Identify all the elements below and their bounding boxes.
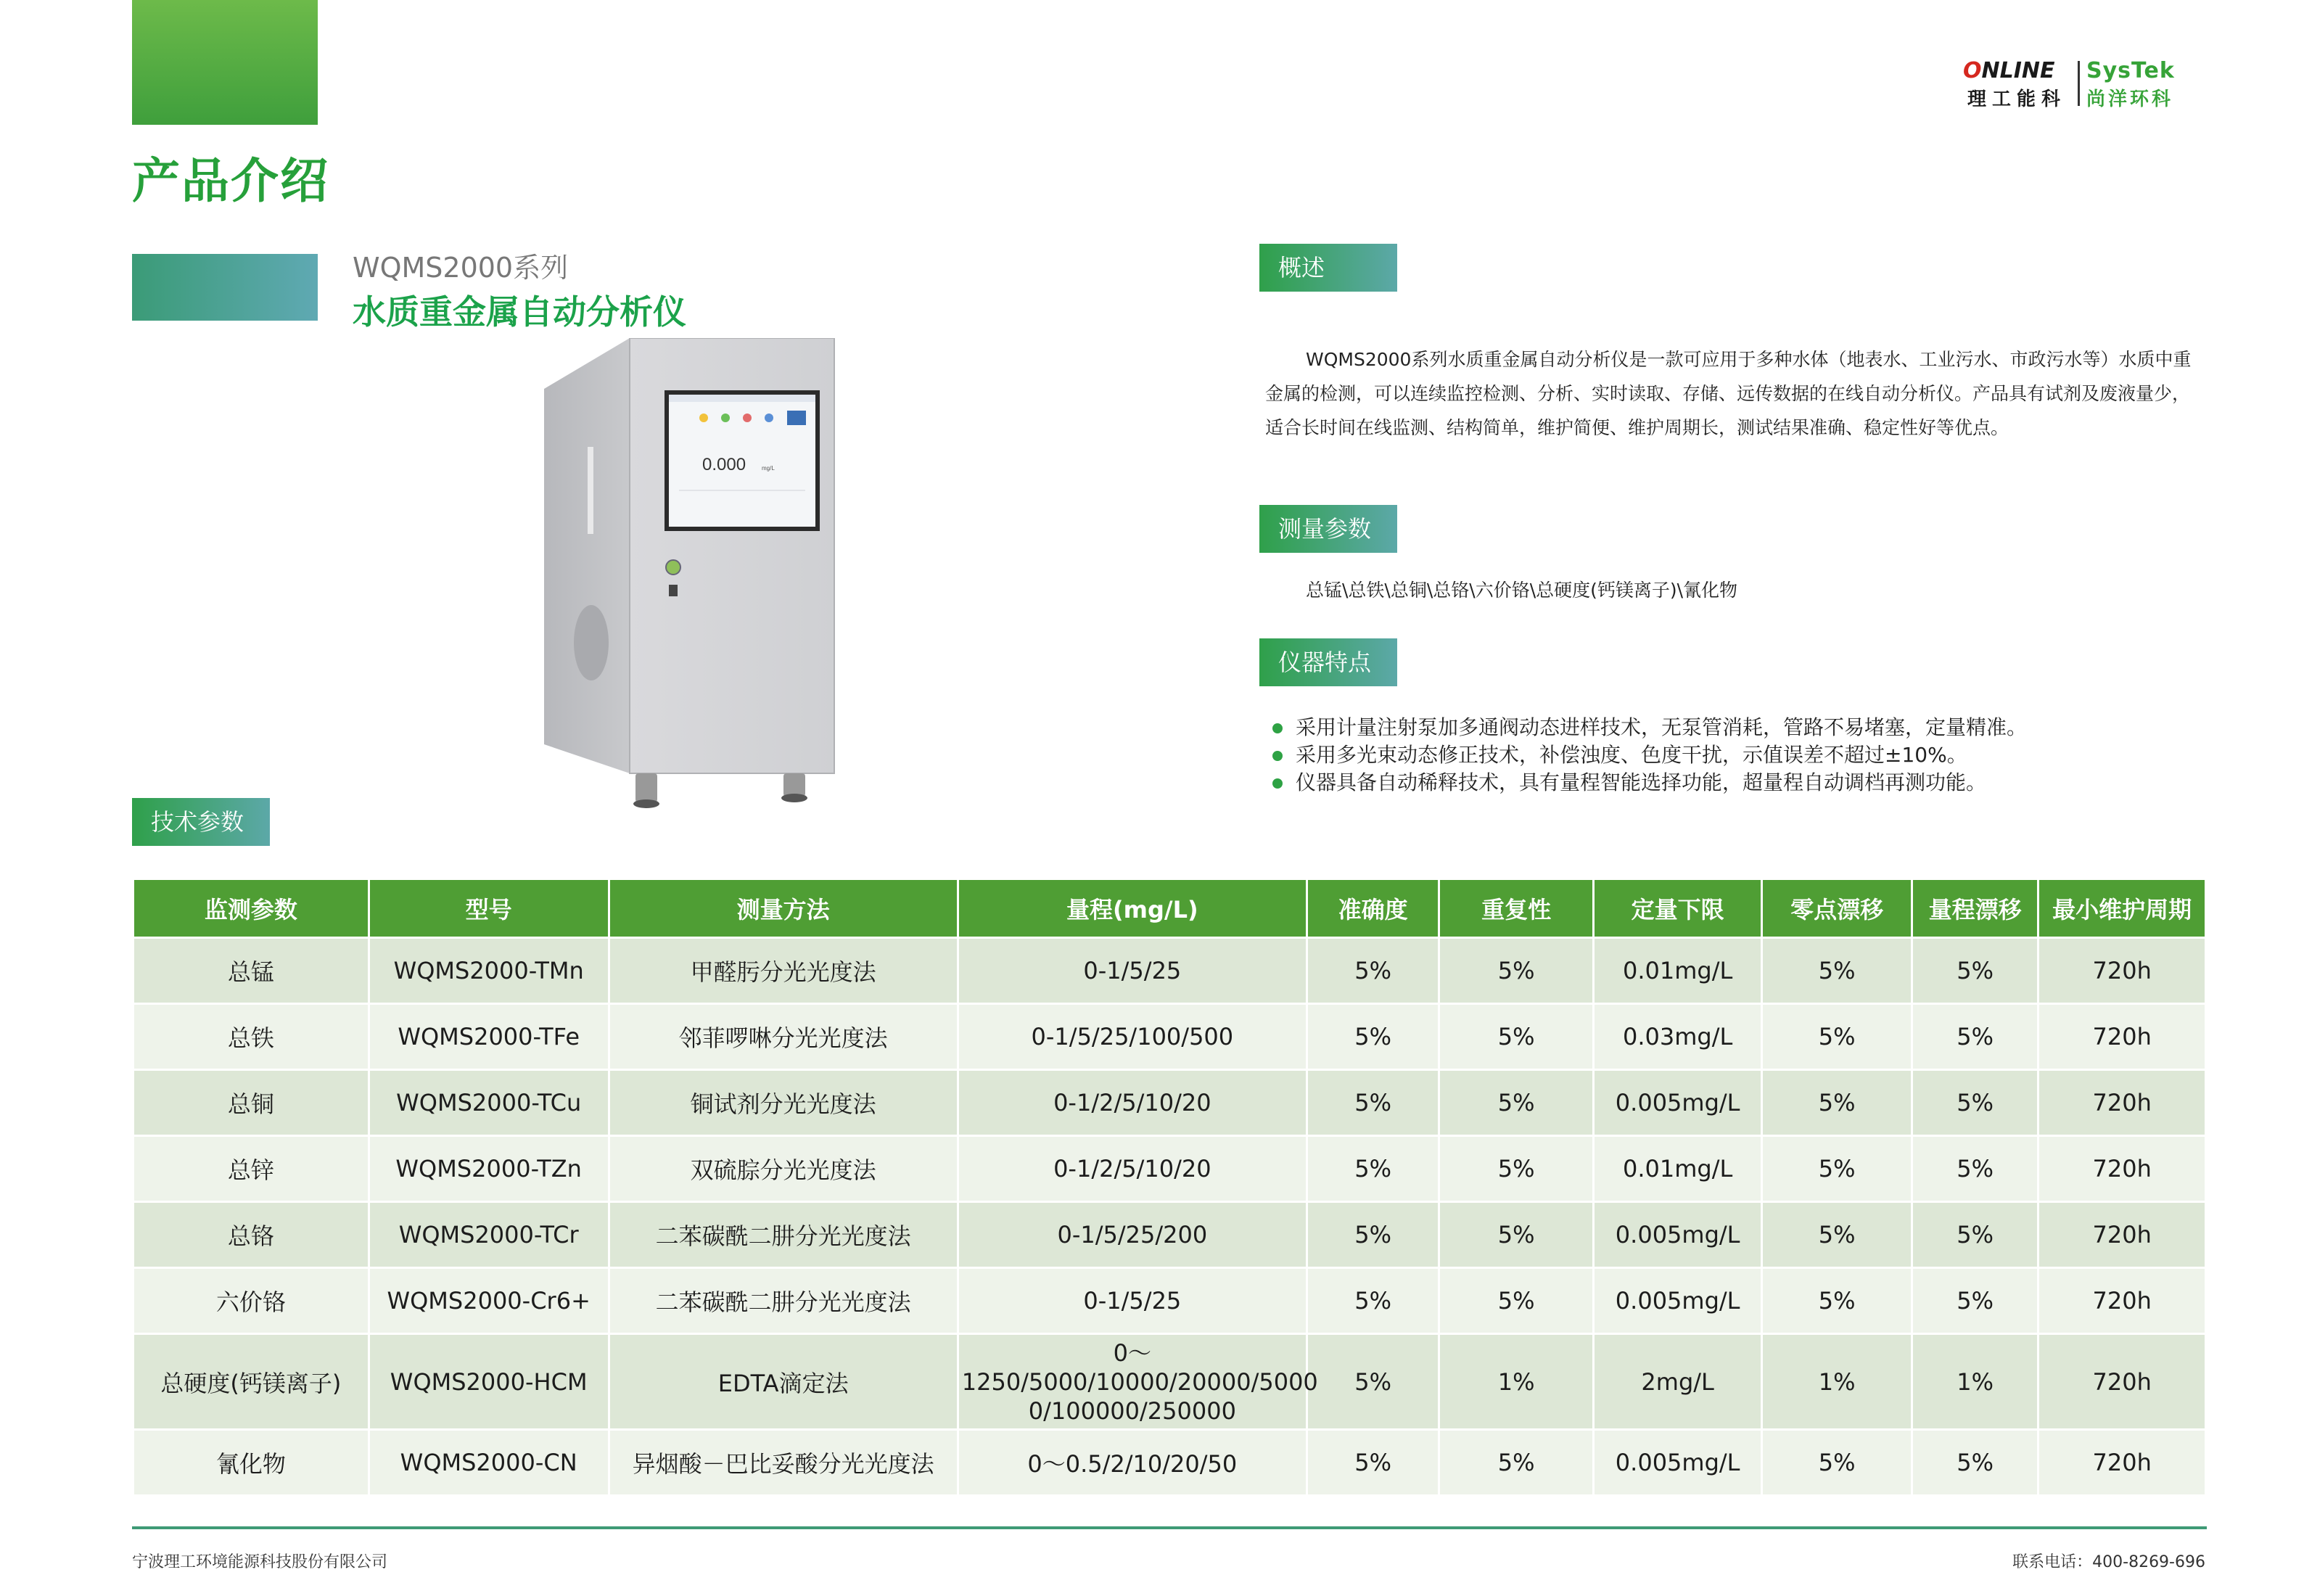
table-cell: 720h [2038,1136,2206,1202]
table-cell: 5% [1762,938,1912,1004]
table-cell: 氰化物 [133,1430,369,1496]
table-cell: 异烟酸－巴比妥酸分光光度法 [609,1430,958,1496]
table-cell: 5% [1439,1070,1594,1136]
table-cell: 720h [2038,1004,2206,1070]
table-row [133,1136,2206,1202]
col-header: 最小维护周期 [2038,879,2206,938]
table-cell: 5% [1307,1430,1439,1496]
table-cell: WQMS2000-TCr [369,1202,609,1268]
table-cell: 5% [1307,1004,1439,1070]
table-cell: 总铜 [133,1070,369,1136]
header-color-block [132,0,318,125]
table-cell: 0-1/5/25 [958,1268,1307,1334]
table-cell: 5% [1439,938,1594,1004]
table-cell: 0～0.5/2/10/20/50 [958,1430,1307,1496]
section-tag-tech: 技术参数 [132,798,270,846]
table-row [133,1334,2206,1430]
col-header: 监测参数 [133,879,369,938]
table-cell: 5% [1912,1070,2038,1136]
table-cell: 0-1/2/5/10/20 [958,1136,1307,1202]
logo-divider [2078,61,2080,106]
table-cell: 铜试剂分光光度法 [609,1070,958,1136]
table-cell: 5% [1762,1268,1912,1334]
online-logo-text: ONLINE [1963,58,2055,83]
table-row [133,938,2206,1004]
table-cell: 0.005mg/L [1593,1202,1762,1268]
spec-table [132,878,2207,1497]
section-tag-params: 测量参数 [1259,505,1397,553]
table-cell: 0.03mg/L [1593,1004,1762,1070]
table-cell: 总锌 [133,1136,369,1202]
table-row [133,1070,2206,1136]
footer-divider [132,1526,2207,1529]
feature-item: 采用计量注射泵加多通阀动态进样技术，无泵管消耗，管路不易堵塞，定量精准。 [1265,714,2027,741]
table-cell: 5% [1912,1430,2038,1496]
table-cell: WQMS2000-TMn [369,938,609,1004]
table-cell: WQMS2000-TCu [369,1070,609,1136]
systek-logo-text: SysTek [2086,58,2175,83]
table-cell: 5% [1307,1268,1439,1334]
feature-item: 采用多光束动态修正技术，补偿浊度、色度干扰，示值误差不超过±10%。 [1265,741,2027,769]
table-cell: 0-1/2/5/10/20 [958,1070,1307,1136]
table-cell: 0-1/5/25 [958,938,1307,1004]
table-cell: 2mg/L [1593,1334,1762,1430]
table-cell: 5% [1439,1268,1594,1334]
table-cell: 720h [2038,1202,2206,1268]
table-cell: 5% [1307,1334,1439,1430]
table-cell: WQMS2000-TZn [369,1136,609,1202]
table-cell: 720h [2038,1070,2206,1136]
section-tag-overview: 概述 [1259,244,1397,292]
table-cell: 总铁 [133,1004,369,1070]
table-cell-range: 0～ 1250/5000/10000/20000/5000 0/100000/250000 [958,1334,1307,1430]
col-header: 定量下限 [1593,879,1762,938]
table-cell: 5% [1762,1070,1912,1136]
table-row [133,1202,2206,1268]
table-cell: WQMS2000-CN [369,1430,609,1496]
table-cell: 5% [1307,1202,1439,1268]
series-color-bar [132,254,318,321]
table-cell: WQMS2000-TFe [369,1004,609,1070]
table-cell: 邻菲啰啉分光光度法 [609,1004,958,1070]
table-row [133,1004,2206,1070]
product-series: WQMS2000系列 [353,252,569,284]
table-row [133,1430,2206,1496]
table-cell: 5% [1307,1136,1439,1202]
table-cell: 0.005mg/L [1593,1070,1762,1136]
table-cell: 5% [1912,1202,2038,1268]
feature-item: 仪器具备自动稀释技术，具有量程智能选择功能，超量程自动调档再测功能。 [1265,769,2027,797]
col-header: 准确度 [1307,879,1439,938]
table-cell: 双硫腙分光光度法 [609,1136,958,1202]
screen-unit: mg/L [762,465,775,472]
col-header: 重复性 [1439,879,1594,938]
table-cell: 720h [2038,1334,2206,1430]
table-cell: 0.005mg/L [1593,1268,1762,1334]
page-title: 产品介绍 [132,153,329,209]
table-cell: 5% [1762,1202,1912,1268]
table-cell: 5% [1912,1004,2038,1070]
table-cell: 5% [1762,1136,1912,1202]
online-logo-cn: 理工能科 [1967,89,2067,110]
table-cell: 总铬 [133,1202,369,1268]
table-cell: 5% [1307,1070,1439,1136]
table-cell: 5% [1439,1136,1594,1202]
table-cell: 二苯碳酰二肼分光光度法 [609,1268,958,1334]
col-header: 零点漂移 [1762,879,1912,938]
table-cell: 1% [1762,1334,1912,1430]
table-cell: 5% [1912,1268,2038,1334]
table-cell: 总硬度(钙镁离子) [133,1334,369,1430]
footer-company: 宁波理工环境能源科技股份有限公司 [132,1553,388,1571]
table-cell: 六价铬 [133,1268,369,1334]
table-cell: WQMS2000-Cr6+ [369,1268,609,1334]
company-logo [1963,58,2202,109]
table-cell: 5% [1439,1202,1594,1268]
table-cell: 0-1/5/25/200 [958,1202,1307,1268]
table-cell: 5% [1912,938,2038,1004]
features-list [1265,714,2027,797]
footer-contact: 联系电话：400-8269-696 [2012,1553,2205,1571]
table-cell: 5% [1762,1430,1912,1496]
table-cell: 720h [2038,1430,2206,1496]
table-cell: 720h [2038,938,2206,1004]
table-cell: 5% [1762,1004,1912,1070]
screen-reading: 0.000 [702,455,746,474]
col-header: 型号 [369,879,609,938]
table-cell: 总锰 [133,938,369,1004]
table-cell: 0.005mg/L [1593,1430,1762,1496]
table-cell: EDTA滴定法 [609,1334,958,1430]
overview-paragraph: WQMS2000系列水质重金属自动分析仪是一款可应用于多种水体（地表水、工业污水、市政污水等）水质中重金属的检测，可以连续监控检测、分析、实时读取、存储、远传数据的在线自动分析仪。产品具有试剂及废液量少，适合长时间在线监测、结构简单，维护简便、维护周期长，测试结果准确、稳定性好等优点。 [1265,349,2192,438]
section-tag-features: 仪器特点 [1259,638,1397,686]
table-cell: 5% [1439,1004,1594,1070]
table-row [133,1268,2206,1334]
table-cell: WQMS2000-HCM [369,1334,609,1430]
table-cell: 二苯碳酰二肼分光光度法 [609,1202,958,1268]
table-cell: 甲醛肟分光光度法 [609,938,958,1004]
table-cell: 5% [1439,1430,1594,1496]
params-list: 总锰\总铁\总铜\总铬\六价铬\总硬度(钙镁离子)\氰化物 [1306,580,1738,601]
table-cell: 1% [1439,1334,1594,1430]
table-cell: 0.01mg/L [1593,938,1762,1004]
analyzer-device-image [537,338,842,810]
table-cell: 0-1/5/25/100/500 [958,1004,1307,1070]
table-cell: 1% [1912,1334,2038,1430]
col-header: 量程漂移 [1912,879,2038,938]
col-header: 测量方法 [609,879,958,938]
table-cell: 5% [1307,938,1439,1004]
table-cell: 720h [2038,1268,2206,1334]
table-cell: 0.01mg/L [1593,1136,1762,1202]
table-cell: 5% [1912,1136,2038,1202]
table-header-row [133,879,2206,938]
col-header: 量程(mg/L) [958,879,1307,938]
product-name: 水质重金属自动分析仪 [353,292,686,332]
systek-logo-cn: 尚洋环科 [2086,89,2174,110]
